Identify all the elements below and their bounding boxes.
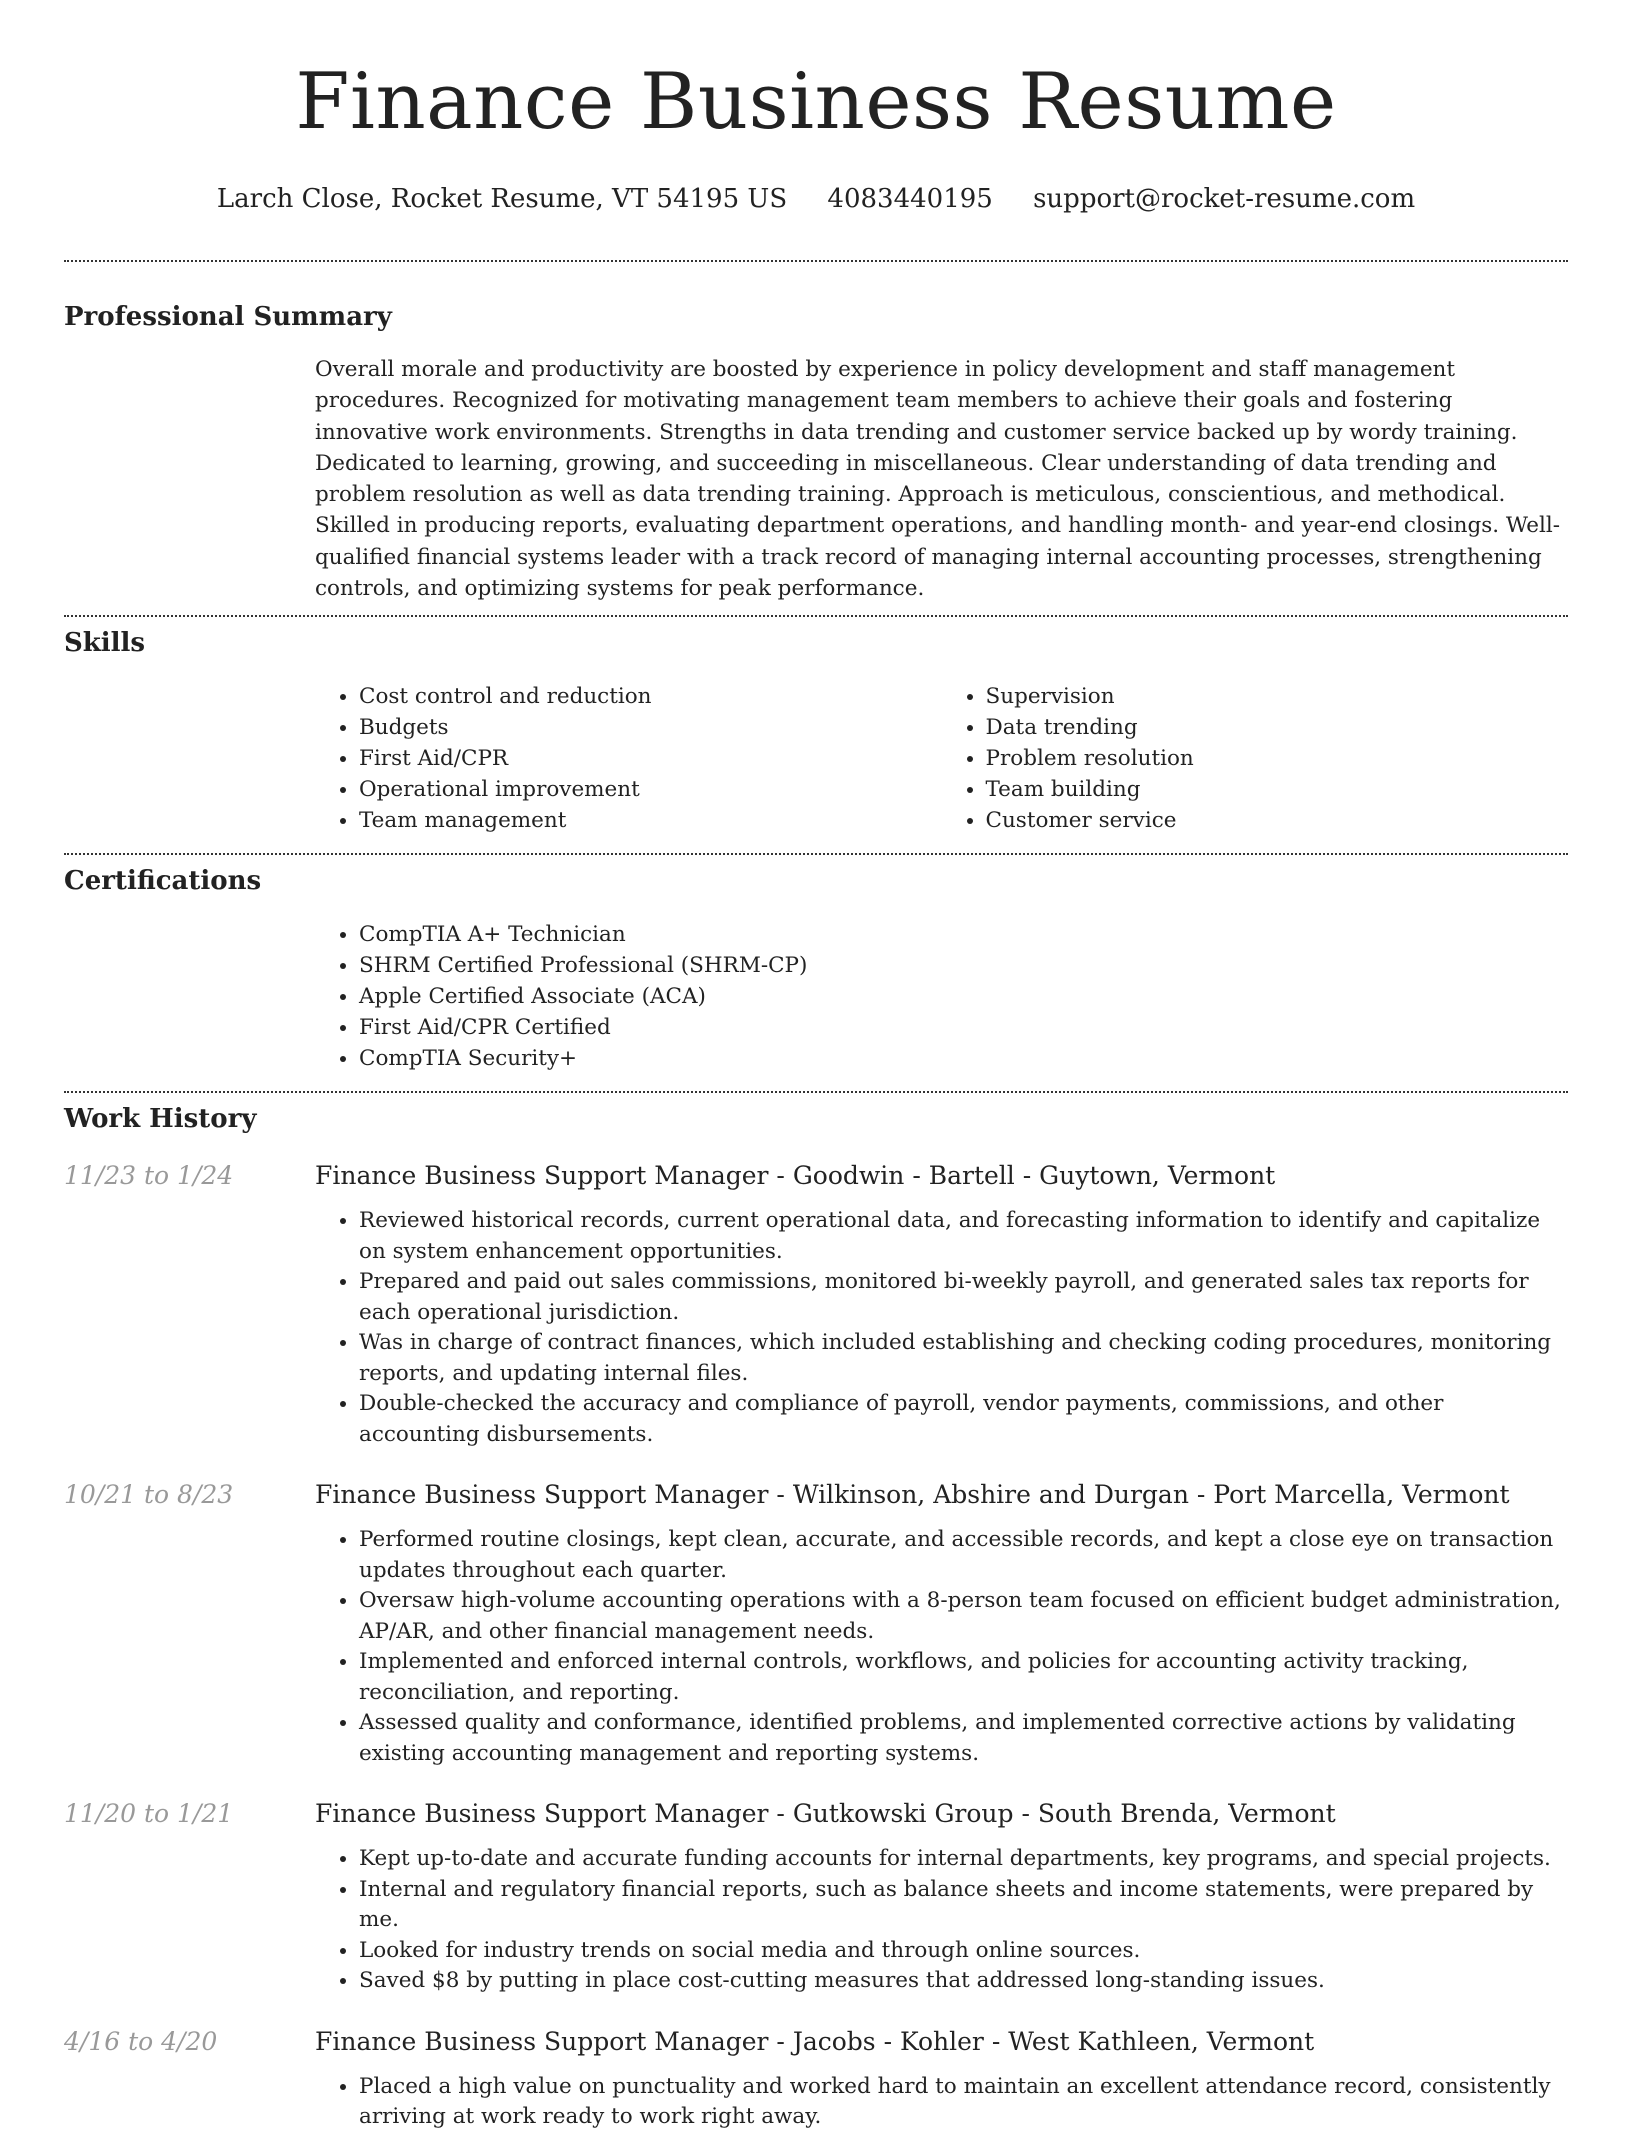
skills-grid [315,681,1568,836]
job-title: Finance Business Support Manager - Wilkinson, Abshire and Durgan - Port Marcella, Vermont [315,1480,1510,1510]
skill-item: • Cost control and reduction [359,681,942,712]
certifications-list [315,919,1568,1074]
certification-item: • CompTIA Security+ [359,1043,1568,1074]
job-entry [64,1161,1568,1450]
job-bullet: • Saved $8 by putting in place cost-cutting measures that addressed long-standing issues. [359,1966,1568,1997]
job-bullet: • Placed a high value on punctuality and worked hard to maintain an excellent attendance record, consistently arriving at work ready to work right away. [359,2072,1568,2133]
job-bullet: • Performed routine closings, kept clean, accurate, and accessible records, and kept a close eye on transaction updates throughout each quarter. [359,1525,1568,1586]
certifications-section [0,866,1632,1074]
resume-name: Finance Business Resume [295,57,1337,147]
summary-heading: Professional Summary [64,302,392,332]
job-bullet: • Prepared and paid out sales commissions, monitored bi-weekly payroll, and generated sales tax reports for each operational jurisdiction. [359,1267,1568,1328]
certification-item: • CompTIA A+ Technician [359,919,1568,950]
job-title: Finance Business Support Manager - Gutkowski Group - South Brenda, Vermont [315,1799,1336,1829]
skill-item: • Supervision [986,681,1569,712]
certifications-block [315,919,1568,1074]
skill-item: • Customer service [986,805,1569,836]
skill-item: • Operational improvement [359,774,942,805]
job-bullet: • Implemented and enforced internal controls, workflows, and policies for accounting activity tracking, reconciliation, and reporting. [359,1647,1568,1708]
job-bullet: • Looked for industry trends on social media and through online sources. [359,1936,1568,1967]
skills-section [0,628,1632,836]
certification-item: • First Aid/CPR Certified [359,1012,1568,1043]
certification-item: • Apple Certified Associate (ACA) [359,981,1568,1012]
contact-phone: 4083440195 [827,184,993,214]
job-bullet: • Reviewed historical records, current operational data, and forecasting information to identify and capitalize on system enhancement opportunities. [359,1206,1568,1267]
summary-section [0,302,1632,604]
job-header [64,2027,1568,2056]
job-header [64,1799,1568,1828]
summary-text: Overall morale and productivity are boosted by experience in policy development and staff management procedures. Recognized for motivating management team members to achieve their goals and fostering innovative work environments. Strengths in data trending and customer service backed up by wordy training. Dedicated to learning, growing, and succeeding in miscellaneous. Clear understanding of data trending and problem resolution as well as data trending training. Approach is meticulous, conscientious, and methodical. Skilled in producing reports, evaluating department operations, and handling month- and year-end closings. Well-qualified financial systems leader with a track record of managing internal accounting processes, strengthening controls, and optimizing systems for peak performance. [315,357,1561,602]
job-title: Finance Business Support Manager - Jacobs - Kohler - West Kathleen, Vermont [315,2026,1315,2056]
job-entry [64,1799,1568,1997]
skill-item: • First Aid/CPR [359,743,942,774]
job-bullet: • Assessed quality and conformance, identified problems, and implemented corrective actions by validating existing accounting management and reporting systems. [359,1708,1568,1769]
skill-item: • Team building [986,774,1569,805]
job-dates: 10/21 to 8/23 [64,1480,234,1510]
job-bullet-list [315,1525,1568,1769]
certification-item: • SHRM Certified Professional (SHRM-CP) [359,950,1568,981]
contact-address: Larch Close, Rocket Resume, VT 54195 US [216,184,788,214]
job-bullets [315,1206,1568,1450]
section-divider [64,615,1568,617]
section-divider [64,853,1568,855]
job-bullet: • Was in charge of contract finances, which included establishing and checking coding procedures, monitoring reports, and updating internal files. [359,1328,1568,1389]
job-bullet-list [315,1206,1568,1450]
skills-list-left [315,681,942,836]
skills-heading: Skills [64,628,146,659]
section-divider [64,260,1568,262]
job-entry [64,2027,1568,2133]
job-bullets [315,1525,1568,1769]
skill-item: • Problem resolution [986,743,1569,774]
job-header [64,1480,1568,1509]
job-title: Finance Business Support Manager - Goodwin - Bartell - Guytown, Vermont [315,1161,1276,1191]
job-bullet-list [315,1844,1568,1997]
resume-header [0,0,1632,214]
job-dates: 4/16 to 4/20 [64,2026,218,2056]
certifications-heading: Certifications [64,866,262,897]
job-dates: 11/23 to 1/24 [64,1161,234,1191]
contact-line [0,184,1632,214]
job-bullet: • Kept up-to-date and accurate funding accounts for internal departments, key programs, and special projects. [359,1844,1568,1875]
job-bullets [315,2072,1568,2133]
job-entry [64,1480,1568,1769]
job-dates: 11/20 to 1/21 [64,1799,234,1829]
skills-list-right [942,681,1569,836]
skill-item: • Budgets [359,712,942,743]
work-history-heading: Work History [64,1104,257,1135]
skill-item: • Data trending [986,712,1569,743]
skill-item: • Team management [359,805,942,836]
job-header [64,1161,1568,1190]
job-bullet: • Internal and regulatory financial reports, such as balance sheets and income statements, were prepared by me. [359,1875,1568,1936]
job-bullet: • Oversaw high-volume accounting operations with a 8-person team focused on efficient budget administration, AP/AR, and other financial management needs. [359,1586,1568,1647]
work-history-section [0,1104,1632,2133]
job-bullets [315,1844,1568,1997]
job-bullet: • Double-checked the accuracy and compliance of payroll, vendor payments, commissions, and other accounting disbursements. [359,1389,1568,1450]
contact-email: support@rocket-resume.com [1033,184,1416,214]
section-divider [64,1091,1568,1093]
job-bullet-list [315,2072,1568,2133]
